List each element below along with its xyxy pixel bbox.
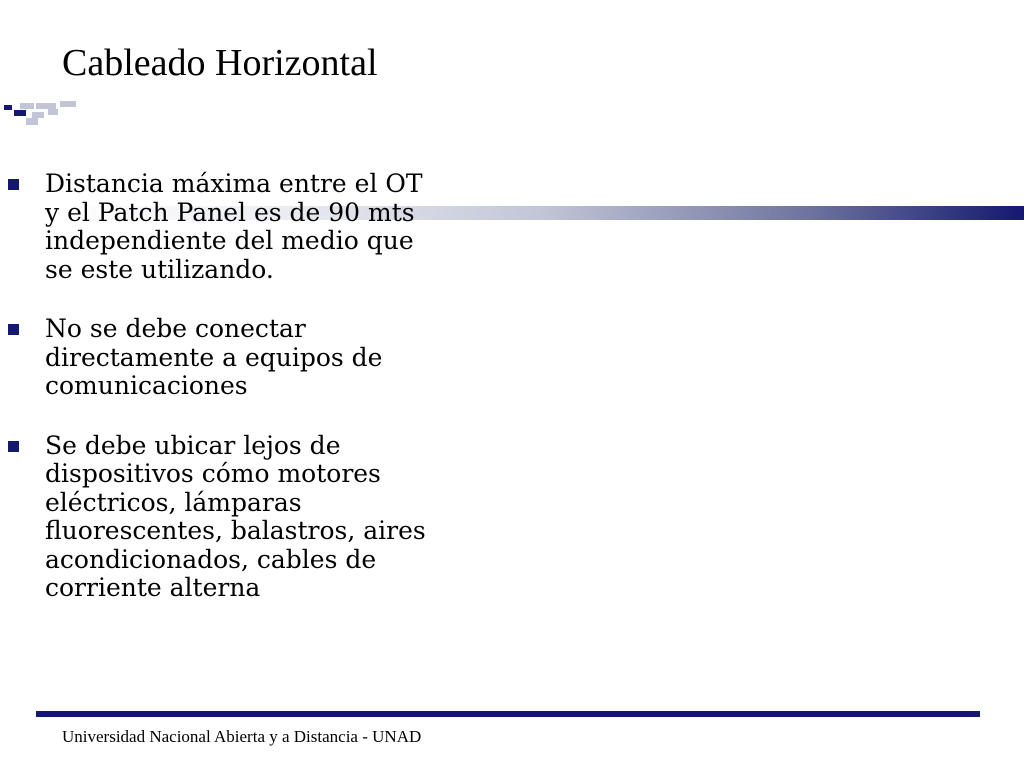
deco-square [48, 109, 58, 115]
corner-squares-decoration [0, 100, 80, 130]
deco-square [36, 103, 56, 109]
deco-square [32, 112, 44, 118]
bullet-text: Se debe ubicar lejos de dispositivos cómo motores eléctricos, lámparas fluorescentes, balastros, aires acondicionados, cables de corriente alterna [45, 430, 426, 602]
bullet-text: No se debe conectar directamente a equipos de comunicaciones [45, 314, 383, 400]
deco-square [4, 105, 12, 110]
footer-institution: Universidad Nacional Abierta y a Distancia - UNAD [62, 727, 422, 746]
deco-square [14, 110, 26, 116]
title-underline-bar [0, 100, 1024, 130]
footer-divider [36, 711, 980, 717]
bullet-item [0, 315, 440, 401]
bullet-text: Distancia máxima entre el OT y el Patch Panel es de 90 mts independiente del medio que se este utilizando. [45, 169, 423, 284]
bullet-item [0, 432, 440, 603]
bullet-item [0, 170, 440, 284]
square-bullet-icon [8, 441, 19, 452]
square-bullet-icon [8, 324, 19, 335]
bullet-list [0, 170, 440, 634]
deco-square [26, 118, 38, 125]
deco-square [60, 101, 76, 107]
square-bullet-icon [8, 179, 19, 190]
deco-square [20, 103, 34, 109]
slide-title: Cableado Horizontal [62, 42, 378, 84]
